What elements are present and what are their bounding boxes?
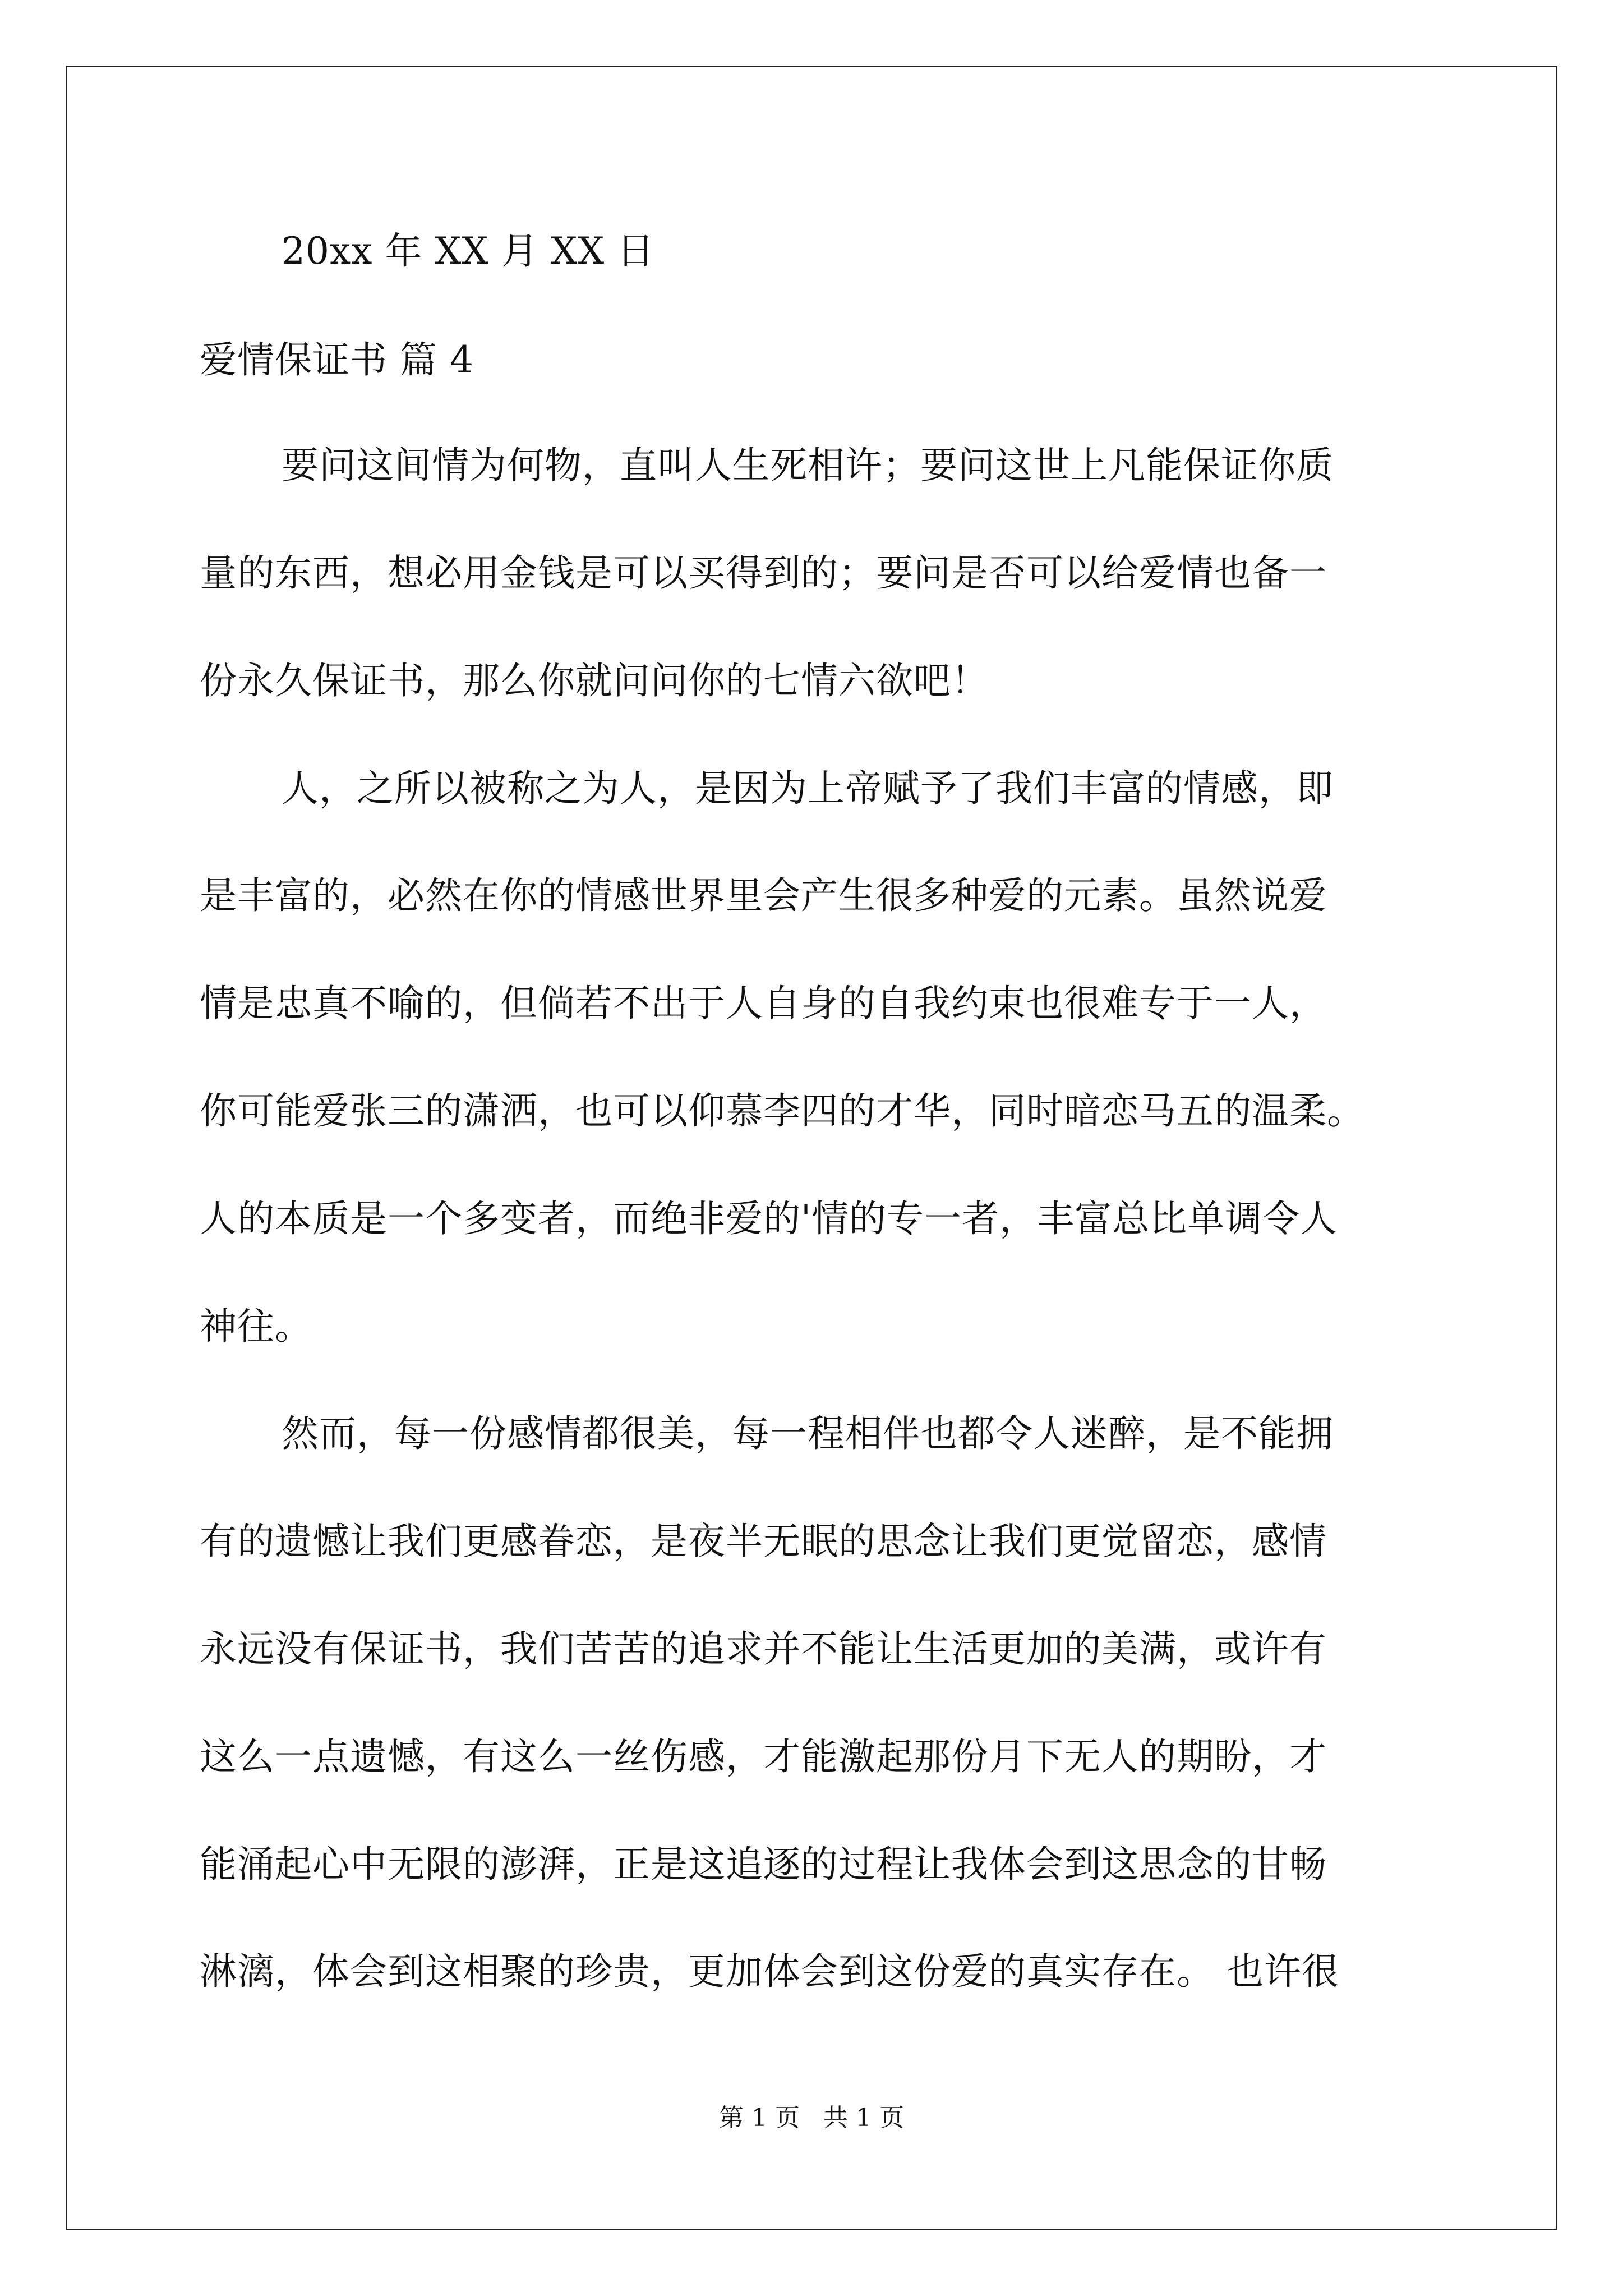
paragraph-2-line-5: 人的本质是一个多变者，而绝非爱的'情的专一者，丰富总比单调令人 bbox=[200, 1197, 1338, 1240]
paragraph-2-line-2: 是丰富的，必然在你的情感世界里会产生很多种爱的元素。虽然说爱 bbox=[200, 874, 1327, 917]
section-title: 爱情保证书 篇 4 bbox=[200, 338, 474, 381]
paragraph-3-line-1: 然而，每一份感情都很美，每一程相伴也都令人迷醉，是不能拥 bbox=[282, 1412, 1334, 1455]
paragraph-1-line-3: 份永久保证书，那么你就问问你的七情六欲吧！ bbox=[200, 659, 989, 702]
paragraph-1-line-1: 要问这间情为何物，直叫人生死相许；要问这世上凡能保证你质 bbox=[282, 444, 1334, 487]
paragraph-2-line-1: 人，之所以被称之为人，是因为上帝赋予了我们丰富的情感，即 bbox=[282, 767, 1334, 810]
paragraph-2-line-6: 神往。 bbox=[200, 1305, 312, 1348]
paragraph-3-line-6: 淋漓，体会到这相聚的珍贵，更加体会到这份爱的真实存在。 也许很 bbox=[200, 1950, 1339, 1993]
paragraph-1-line-2: 量的东西，想必用金钱是可以买得到的；要问是否可以给爱情也备一 bbox=[200, 551, 1327, 595]
paragraph-3-line-4: 这么一点遗憾，有这么一丝伤感，才能激起那份月下无人的期盼，才 bbox=[200, 1735, 1327, 1778]
paragraph-3-line-3: 永远没有保证书，我们苦苦的追求并不能让生活更加的美满，或许有 bbox=[200, 1627, 1327, 1671]
paragraph-2-line-4: 你可能爱张三的潇洒，也可以仰慕李四的才华，同时暗恋马五的温柔。 bbox=[200, 1089, 1364, 1133]
page-border bbox=[66, 66, 1557, 2230]
paragraph-2-line-3: 情是忠真不喻的，但倘若不出于人自身的自我约束也很难专于一人， bbox=[200, 982, 1327, 1025]
page-indicator: 第 1 页 共 1 页 bbox=[719, 2104, 904, 2132]
date-line: 20xx 年 XX 月 XX 日 bbox=[282, 229, 655, 273]
paragraph-3-line-5: 能涌起心中无限的澎湃，正是这追逐的过程让我体会到这思念的甘畅 bbox=[200, 1843, 1327, 1886]
paragraph-3-line-2: 有的遗憾让我们更感眷恋，是夜半无眠的思念让我们更觉留恋，感情 bbox=[200, 1520, 1327, 1563]
